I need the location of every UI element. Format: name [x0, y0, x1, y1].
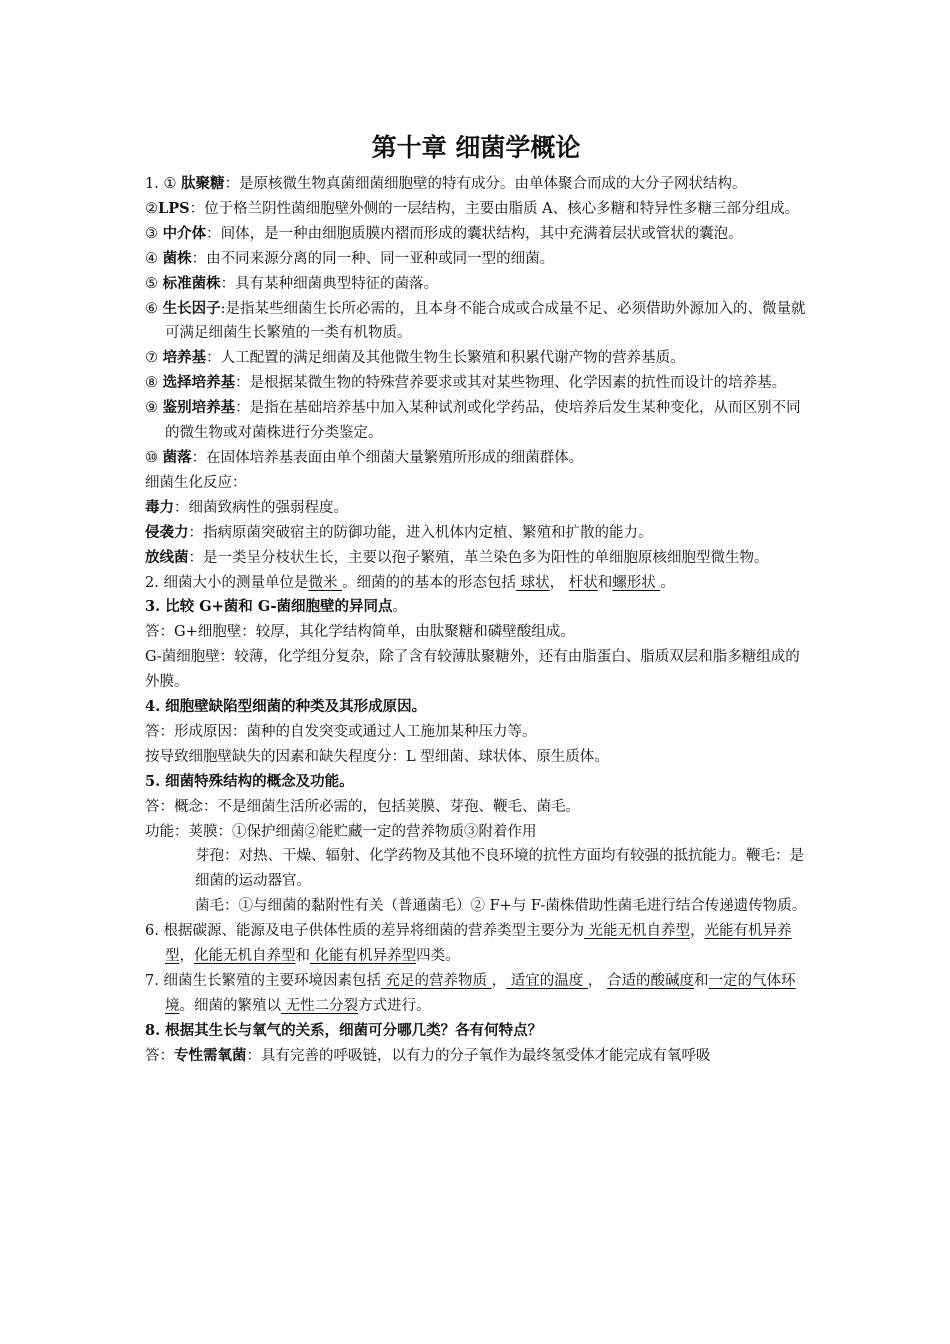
definition-item [145, 172, 807, 197]
blank-answer: 合适的酸碱度 [607, 973, 694, 989]
item-term: 肽聚糖 [181, 175, 225, 192]
item-term: 专性需氧菌 [174, 1046, 247, 1064]
item-text: ：间体，是一种由细胞质膜内褶而形成的囊状结构，其中充满着层状或管状的囊泡。 [206, 225, 743, 242]
question-7 [145, 969, 807, 1019]
blank-answer: 充足的营养物质 [380, 973, 492, 989]
question-2 [145, 571, 807, 596]
question-4-heading: 4. 细胞壁缺陷型细菌的种类及其形成原因。 [145, 698, 427, 716]
q-text: 7. 细菌生长繁殖的主要环境因素包括 [145, 973, 381, 989]
item-text: ：具有完善的呼吸链，以有力的分子氧作为最终氢受体才能完成有氧呼吸 [246, 1047, 711, 1064]
q-text: 和 [694, 973, 709, 989]
definition-item [145, 272, 807, 297]
blank-answer: 无性二分裂 [281, 997, 359, 1014]
answer-line-indented: 菌毛：①与细菌的黏附性有关（普通菌毛）② F+与 F-菌株借助性菌毛进行结合传递遗传物质。 [195, 898, 807, 915]
q-text: 。细菌的繁殖以 [179, 997, 281, 1014]
item-term: 放线菌 [145, 548, 189, 566]
blank-answer: 杆状 [568, 574, 598, 591]
item-term: 生长因子 [162, 299, 221, 317]
q-text: ， [179, 948, 194, 965]
definition-item [145, 396, 807, 446]
item-term: 菌落 [162, 448, 192, 466]
blank-answer: 螺形状 [612, 574, 661, 591]
q-text: ， [549, 574, 569, 591]
answer-line: 按导致细胞壁缺失的因素和缺失程度分：L 型细菌、球状体、原生质体。 [145, 748, 609, 765]
question-6 [145, 919, 807, 969]
item-text: ：由不同来源分离的同一种、同一亚种或同一型的细菌。 [191, 250, 555, 267]
blank-answer: 一定的气体环境 [165, 973, 796, 1014]
question-3-heading [145, 595, 807, 620]
actinomycete-definition [145, 546, 807, 571]
item-number: ⑥ [145, 300, 163, 317]
item-term: 培养基 [162, 349, 207, 367]
answer-line [145, 1044, 807, 1069]
definition-item [145, 247, 807, 272]
q-text: 。 [660, 574, 675, 591]
item-number: 1. ① [145, 176, 182, 192]
question-heading: 3. 比较 G+菌和 G-菌细胞壁的异同点 [145, 598, 393, 616]
page-title: 第十章 细菌学概论 [371, 133, 581, 162]
document-page [145, 128, 807, 1069]
blank-answer: 化能无机自养型 [194, 948, 296, 965]
item-term: 中介体 [162, 224, 207, 242]
item-text: ：位于格兰阴性菌细胞壁外侧的一层结构，主要由脂质 A、核心多糖和特异性多糖三部分组成。 [189, 200, 800, 217]
q-text: 四类。 [416, 948, 460, 965]
blank-answer: 适宜的温度 [506, 973, 588, 989]
item-text: ：是原核微生物真菌细菌细胞壁的特有成分。由单体聚合而成的大分子网状结构。 [224, 176, 747, 192]
blank-answer: 化能有机异养型 [310, 948, 417, 965]
blank-answer: 光能有机异养型 [165, 923, 792, 965]
definition-item [145, 197, 807, 222]
answer-line: 答：G+细胞壁：较厚，其化学结构简单，由肽聚糖和磷壁酸组成。 [145, 624, 575, 641]
q-text: 6. 根据碳源、能源及电子供体性质的差异将细菌的营养类型主要分为 [145, 923, 584, 940]
item-term: 标准菌株 [162, 274, 221, 292]
item-text: ：人工配置的满足细菌及其他微生物生长繁殖和积累代谢产物的营养基质。 [206, 350, 685, 367]
item-term: LPS [158, 199, 190, 217]
item-number: ⑩ [145, 449, 163, 466]
item-term: 选择培养基 [162, 374, 236, 392]
answer-line-indented: 芽孢：对热、干燥、辐射、化学药物及其他不良环境的抗性方面均有较强的抵抗能力。鞭毛：是细菌的运动器官。 [195, 848, 804, 890]
biochem-heading: 细菌生化反应： [145, 474, 247, 491]
question-5-heading: 5. 细菌特殊结构的概念及功能。 [145, 772, 354, 790]
q-text: 2. 细菌大小的测量单位是 [145, 574, 309, 591]
invasion-definition [145, 521, 807, 546]
item-number: ② [145, 200, 158, 217]
answer-line: 答：形成原因：菌种的自发突变或通过人工施加某种压力等。 [145, 723, 537, 740]
item-text: ：细菌致病性的强弱程度。 [174, 499, 348, 516]
item-text: ：具有某种细菌典型特征的菌落。 [220, 275, 439, 292]
answer-line: 功能：荚膜：①保护细菌②能贮藏一定的营养物质③附着作用 [145, 823, 537, 840]
q-text: 和 [597, 574, 613, 591]
item-number: ③ [145, 225, 163, 242]
item-text: ：是指在基础培养基中加入某种试剂或化学药品，使培养后发生某种变化，从而区别不同的微生物或对菌株进行分类鉴定。 [165, 400, 801, 442]
q-text: ， [690, 923, 705, 940]
definition-item [145, 346, 807, 371]
item-term: 毒力 [145, 498, 174, 516]
q-text: ， [491, 973, 507, 989]
question-8-heading: 8. 根据其生长与氧气的关系，细菌可分哪几类？各有何特点？ [145, 1021, 543, 1039]
item-term: 菌株 [162, 249, 192, 267]
item-text: ：是根据某微生物的特殊营养要求或其对某些物理、化学因素的抗性而设计的培养基。 [235, 375, 787, 392]
blank-answer: 微米 [308, 574, 343, 591]
q-text: 和 [295, 948, 310, 965]
definition-item [145, 222, 807, 247]
answer-line: G-菌细胞壁：较薄，化学组分复杂，除了含有较薄肽聚糖外，还有由脂蛋白、脂质双层和脂多糖组成的外膜。 [145, 649, 800, 691]
item-text: ：指病原菌突破宿主的防御功能，进入机体内定植、繁殖和扩散的能力。 [188, 524, 653, 541]
definition-item [145, 371, 807, 396]
item-number: ⑤ [145, 275, 163, 292]
item-term: 鉴别培养基 [162, 399, 236, 417]
q-text: 。 [392, 599, 407, 616]
item-number: ④ [145, 250, 163, 267]
blank-answer: 光能无机自养型 [583, 923, 691, 940]
definition-item [145, 446, 807, 471]
q-text: 答： [145, 1047, 174, 1064]
definition-item [145, 297, 807, 347]
item-term: 侵袭力 [145, 523, 189, 541]
item-text: :是指某些细菌生长所必需的，且本身不能合成或合成量不足、必须借助外源加入的、微量就可满足细菌生长繁殖的一类有机物质。 [165, 300, 806, 342]
item-text: ：在固体培养基表面由单个细菌大量繁殖所形成的细菌群体。 [191, 449, 584, 466]
item-number: ⑧ [145, 375, 163, 392]
item-number: ⑦ [145, 350, 163, 367]
q-text: ， [587, 973, 607, 989]
q-text: 。细菌的的基本的形态包括 [342, 574, 517, 591]
blank-answer: 球状 [516, 574, 550, 591]
item-number: ⑨ [145, 400, 163, 417]
virulence-definition [145, 496, 807, 521]
answer-line: 答：概念：不是细菌生活所必需的，包括荚膜、芽孢、鞭毛、菌毛。 [145, 798, 580, 815]
q-text: 方式进行。 [358, 997, 431, 1014]
item-text: ：是一类呈分枝状生长，主要以孢子繁殖，革兰染色多为阳性的单细胞原核细胞型微生物。 [188, 549, 769, 566]
